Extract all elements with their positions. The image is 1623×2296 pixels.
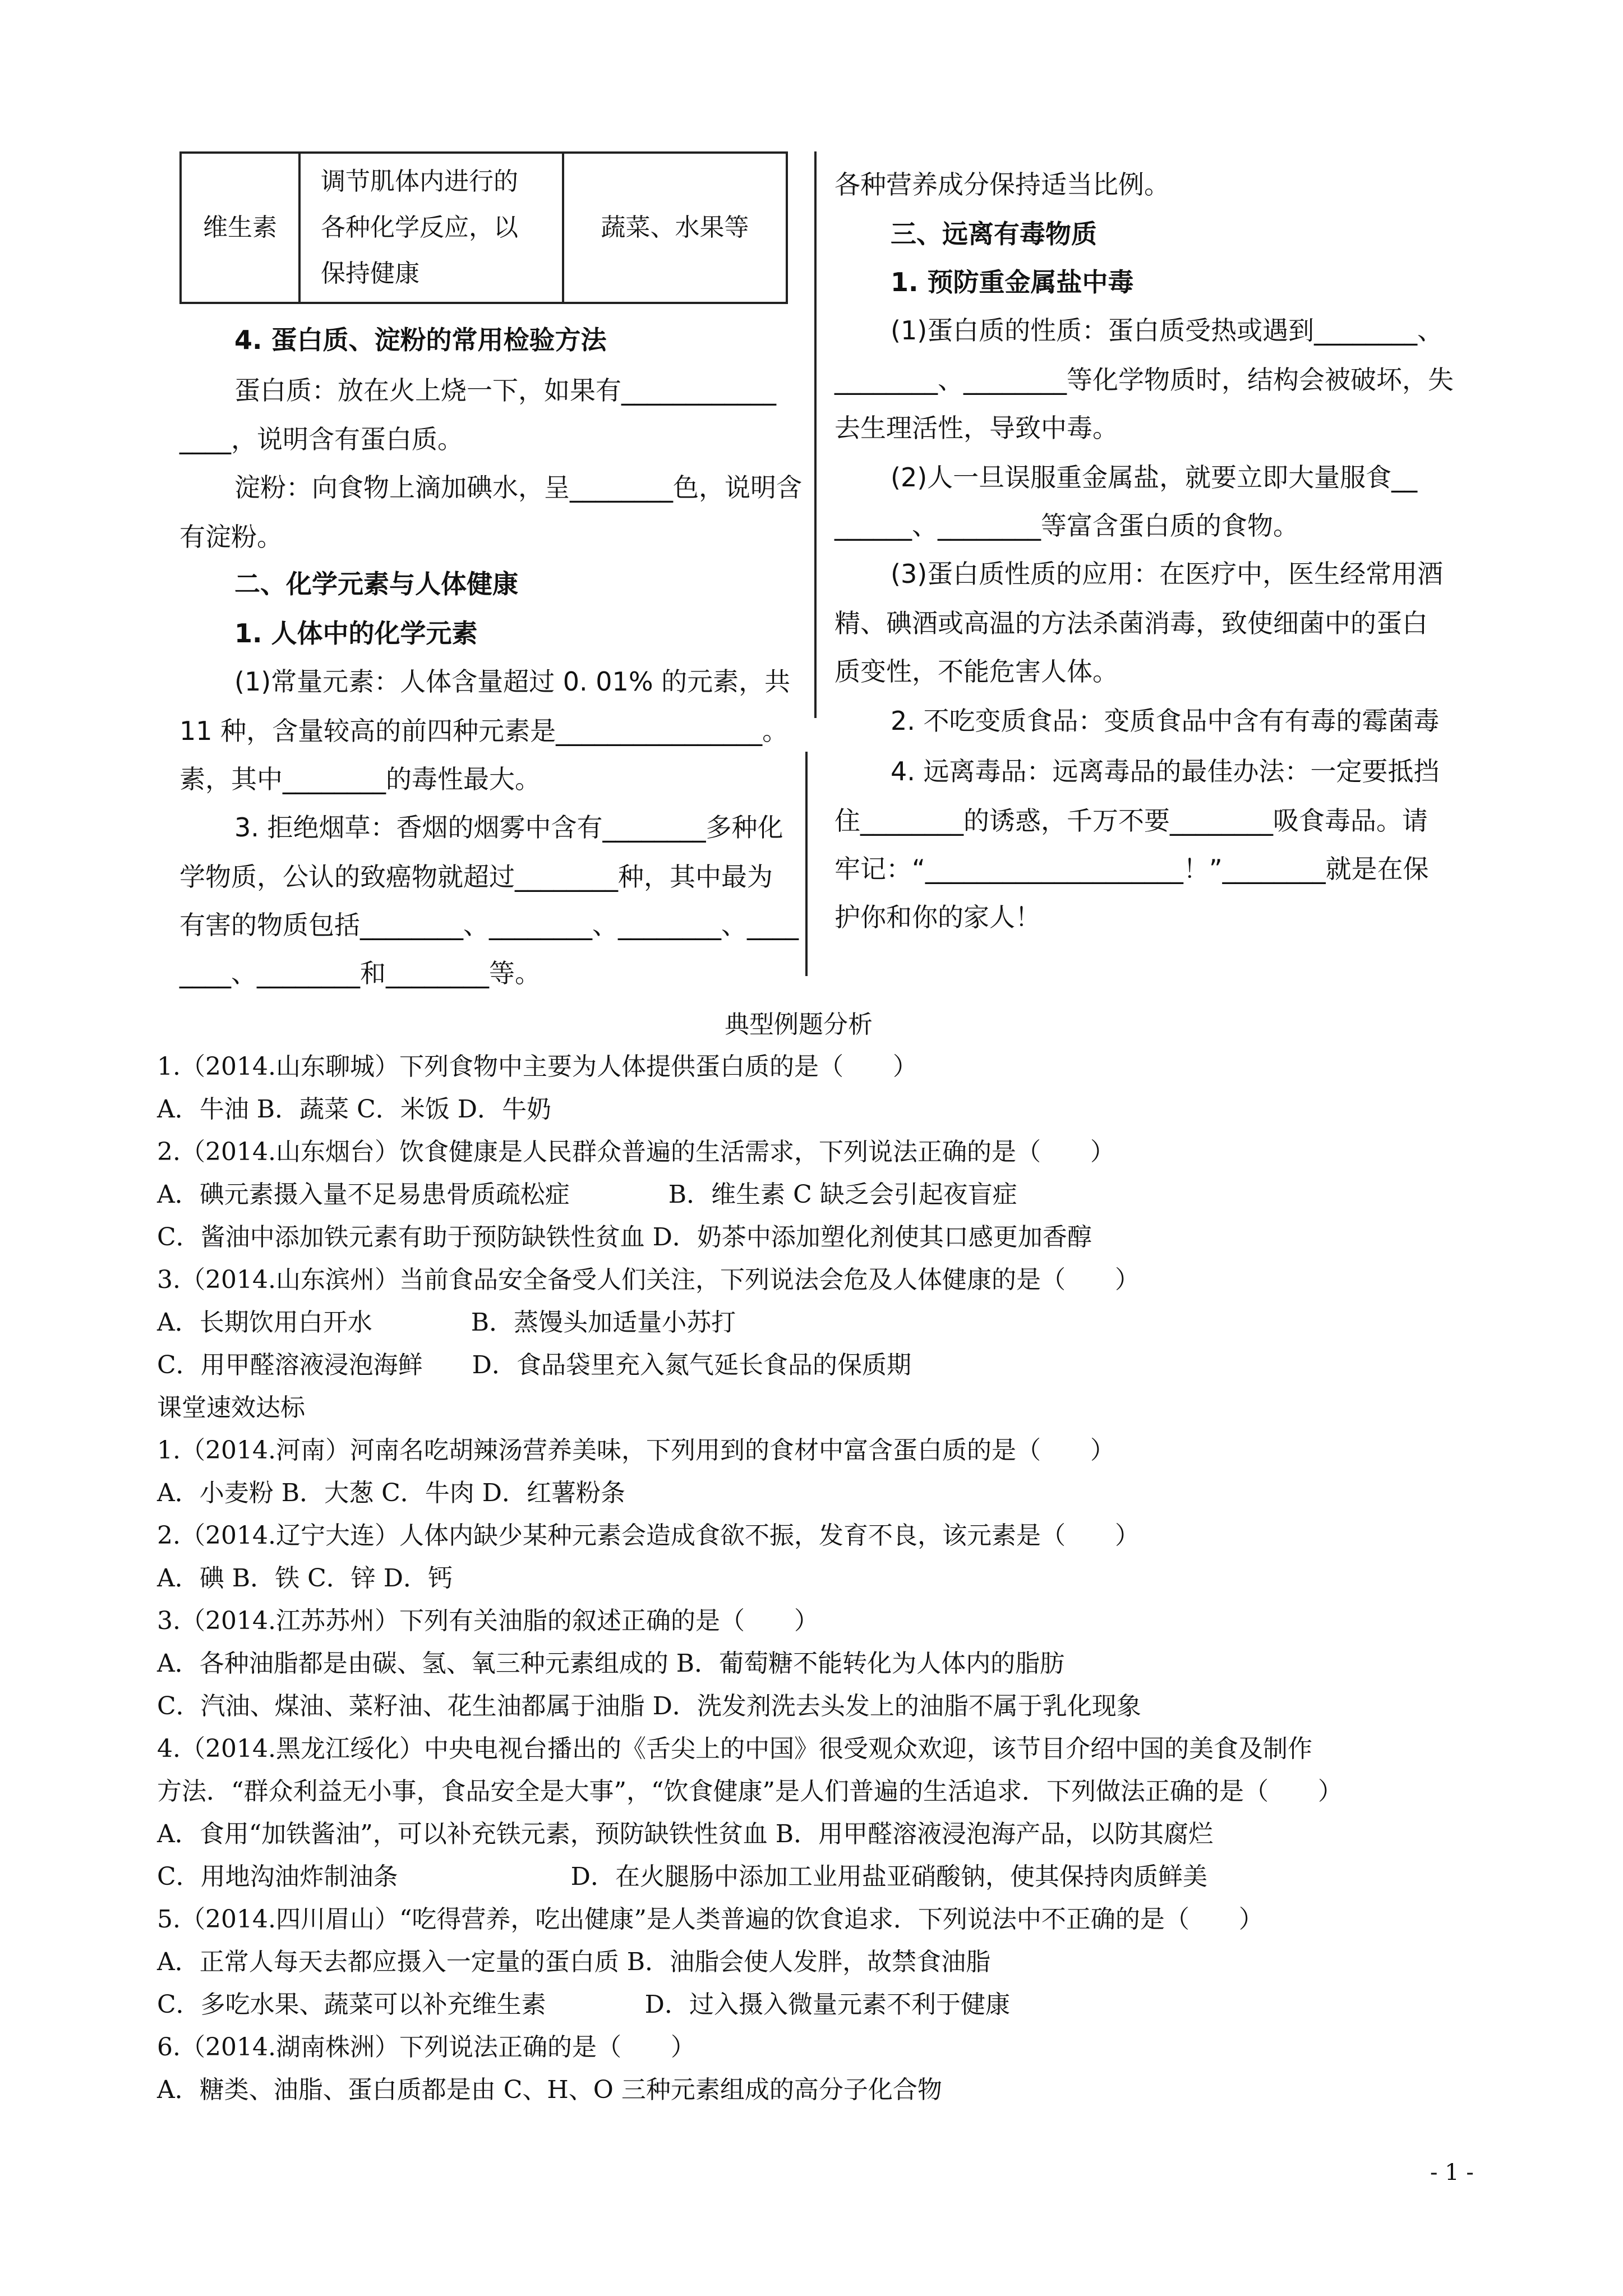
vitamin-name: 维生素: [203, 213, 277, 242]
function-line-3: 保持健康: [321, 259, 419, 288]
left-line-carcinogens: 学物质，公认的致癌物就超过________种，其中最为: [179, 862, 773, 892]
option-line: C．多吃水果、蔬菜可以补充维生素 D．过入摄入微量元素不利于健康: [157, 1990, 1010, 2019]
right-heading-toxic: 三、远离有毒物质: [891, 219, 1097, 249]
left-heading-elements: 二、化学元素与人体健康: [234, 569, 518, 599]
vitamin-table: [179, 151, 788, 304]
question-line: 1.（2014.河南）河南名吃胡辣汤营养美味，下列用到的食材中富含蛋白质的是（ ）: [157, 1436, 1115, 1465]
table-cell-source: [563, 153, 787, 303]
question-line: 1.（2014.山东聊城）下列食物中主要为人体提供蛋白质的是（ ）: [157, 1052, 917, 1081]
option-line: A．正常人每天去都应摄入一定量的蛋白质 B．油脂会使人发胖，故禁食油脂: [157, 1948, 991, 1976]
option-line: A．碘元素摄入量不足易患骨质疏松症 B．维生素 C 缺乏会引起夜盲症: [157, 1180, 1017, 1209]
right-line-protein-prop: (1)蛋白质的性质：蛋白质受热或遇到________、: [891, 315, 1444, 346]
left-line-four-elements: 11 种，含量较高的前四种元素是________________。: [179, 716, 789, 746]
right-line-application-3: 质变性，不能危害人体。: [834, 656, 1118, 687]
left-line-harmful-cont: ____、________和________等。: [179, 958, 541, 988]
question-line: 4.（2014.黑龙江绥化）中央电视台播出的《舌尖上的中国》很受观众欢迎，该节目介绍中国的美食及制作: [157, 1734, 1312, 1763]
right-line-drugs: 4. 远离毒品：远离毒品的最佳办法：一定要抵挡: [891, 756, 1440, 786]
right-line-protein-prop-3: 去生理活性，导致中毒。: [834, 413, 1118, 443]
page-number: - 1 -: [1430, 2160, 1474, 2185]
option-line: C．汽油、煤油、菜籽油、花生油都属于油脂 D．洗发剂洗去头发上的油脂不属于乳化现象: [157, 1692, 1141, 1720]
left-line-protein-cont: ____，说明含有蛋白质。: [179, 424, 463, 454]
left-line-protein: 蛋白质：放在火上烧一下，如果有____________: [234, 375, 776, 406]
table-cell-function: [299, 153, 563, 303]
question-line: 2.（2014.辽宁大连）人体内缺少某种元素会造成食欲不振，发育不良，该元素是（ ）: [157, 1521, 1140, 1550]
right-line-protein-prop-2: ________、________等化学物质时，结构会被破坏，失: [834, 365, 1454, 395]
question-line: 2.（2014.山东烟台）饮食健康是人民群众普遍的生活需求，下列说法正确的是（ ）: [157, 1138, 1115, 1166]
right-line-spoiled-food: 2. 不吃变质食品：变质食品中含有有毒的霉菌毒: [891, 706, 1440, 736]
question-line: 3.（2014.江苏苏州）下列有关油脂的叙述正确的是（ ）: [157, 1607, 819, 1635]
left-heading-test-methods: 4. 蛋白质、淀粉的常用检验方法: [234, 325, 607, 355]
left-subheading-body-elements: 1. 人体中的化学元素: [234, 618, 478, 648]
right-line-drugs-3: 牢记：“____________________！”________就是在保: [834, 854, 1429, 884]
right-line-balance: 各种营养成分保持适当比例。: [834, 169, 1170, 200]
table-cell-name: [181, 153, 299, 303]
subsection-title: 课堂速效达标: [157, 1393, 305, 1422]
column-divider-top: [814, 151, 817, 718]
function-line-2: 各种化学反应，以: [321, 213, 518, 242]
option-line: C．酱油中添加铁元素有助于预防缺铁性贫血 D．奶茶中添加塑化剂使其口感更加香醇: [157, 1223, 1092, 1251]
left-line-macro-elements: (1)常量元素：人体含量超过 0. 01% 的元素，共: [234, 666, 791, 697]
question-line: 6.（2014.湖南株洲）下列说法正确的是（ ）: [157, 2033, 695, 2062]
question-line: 3.（2014.山东滨州）当前食品安全备受人们关注，下列说法会危及人体健康的是（ ）: [157, 1266, 1140, 1294]
option-line: C．用地沟油炸制油条 D．在火腿肠中添加工业用盐亚硝酸钠，使其保持肉质鲜美: [157, 1862, 1207, 1891]
option-line: A．小麦粉 B．大葱 C．牛肉 D．红薯粉条: [157, 1479, 626, 1507]
left-line-harmful: 有害的物质包括________、________、________、____: [179, 910, 799, 940]
vitamin-source: 蔬菜、水果等: [601, 213, 749, 242]
option-line: A．牛油 B．蔬菜 C．米饭 D．牛奶: [157, 1095, 552, 1124]
option-line: C．用甲醛溶液浸泡海鲜 D．食品袋里充入氮气延长食品的保质期: [157, 1351, 911, 1379]
left-line-toxicity: 素，其中________的毒性最大。: [179, 764, 541, 794]
left-line-starch-cont: 有淀粉。: [179, 522, 283, 552]
right-subheading-metal: 1. 预防重金属盐中毒: [891, 267, 1134, 297]
option-line: A．碘 B．铁 C．锌 D．钙: [157, 1564, 453, 1593]
right-line-application-2: 精、碘酒或高温的方法杀菌消毒，致使细菌中的蛋白: [834, 608, 1428, 638]
right-line-first-aid-2: ______、________等富含蛋白质的食物。: [834, 510, 1299, 541]
right-line-application: (3)蛋白质性质的应用：在医疗中，医生经常用酒: [891, 559, 1444, 589]
left-line-tobacco: 3. 拒绝烟草：香烟的烟雾中含有________多种化: [234, 812, 783, 843]
section-title: 典型例题分析: [725, 1010, 873, 1039]
column-divider-bottom: [805, 752, 808, 976]
option-line: A．长期饮用白开水 B．蒸馒头加适量小苏打: [157, 1308, 736, 1337]
function-line-1: 调节肌体内进行的: [321, 167, 518, 196]
question-line-cont: 方法．“群众利益无小事，食品安全是大事”，“饮食健康”是人们普遍的生活追求．下列做法正确的是（ ）: [157, 1777, 1343, 1806]
option-line: A．食用“加铁酱油”，可以补充铁元素，预防缺铁性贫血 B．用甲醛溶液浸泡海产品，以防其腐烂: [157, 1820, 1214, 1848]
option-line: A．糖类、油脂、蛋白质都是由 C、H、O 三种元素组成的高分子化合物: [157, 2076, 942, 2104]
right-line-drugs-2: 住________的诱惑，千万不要________吸食毒品。请: [834, 806, 1428, 836]
right-line-first-aid: (2)人一旦误服重金属盐，就要立即大量服食__: [891, 462, 1418, 493]
question-line: 5.（2014.四川眉山）“吃得营养，吃出健康”是人类普遍的饮食追求．下列说法中不正确的是（ ）: [157, 1905, 1264, 1934]
right-line-drugs-4: 护你和你的家人！: [834, 902, 1041, 932]
left-line-starch: 淀粉：向食物上滴加碘水，呈________色，说明含: [234, 472, 802, 503]
option-line: A．各种油脂都是由碳、氢、氧三种元素组成的 B．葡萄糖不能转化为人体内的脂肪: [157, 1649, 1065, 1678]
